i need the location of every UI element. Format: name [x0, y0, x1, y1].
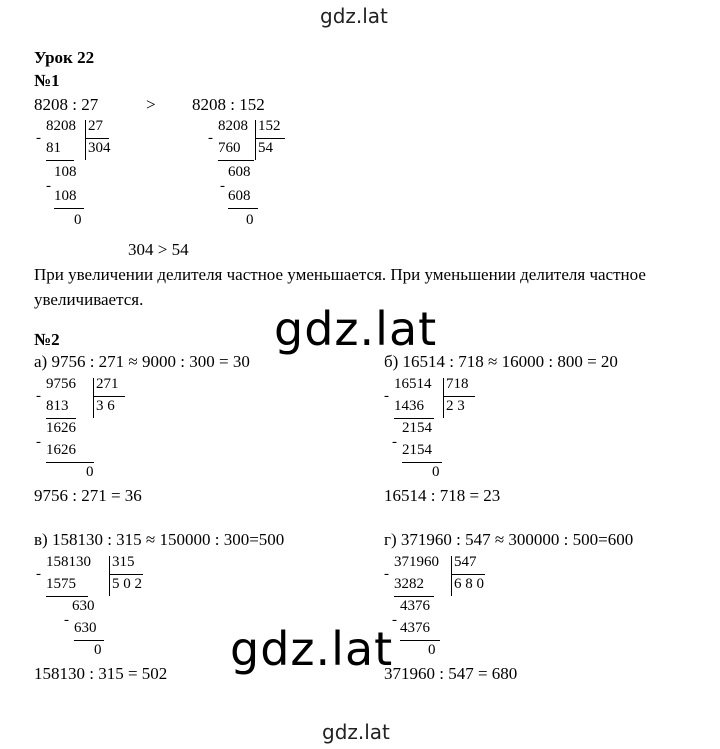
division-bracket-vertical — [93, 378, 94, 418]
minus-sign: - — [208, 130, 213, 146]
task1-compare-sign: > — [146, 95, 156, 114]
subtrahend-2: 2154 — [402, 442, 432, 458]
subtrahend-2: 630 — [74, 620, 97, 636]
subtrahend-1: 1575 — [46, 576, 76, 592]
remainder-1: 1626 — [46, 420, 76, 436]
task2b-estimate: б) 16514 : 718 ≈ 16000 : 800 = 20 — [384, 352, 618, 371]
division-bracket-horizontal — [85, 138, 109, 139]
dividend: 8208 — [46, 118, 76, 134]
underline-2 — [228, 208, 258, 209]
divisor: 271 — [96, 376, 119, 392]
result-remainder: 0 — [432, 464, 440, 480]
divisor: 152 — [258, 118, 281, 134]
result-remainder: 0 — [428, 642, 436, 658]
division-bracket-horizontal — [443, 396, 475, 397]
remainder-1: 4376 — [400, 598, 430, 614]
task1-result: 304 > 54 — [128, 240, 189, 259]
minus-sign: - — [384, 388, 389, 404]
underline-1 — [46, 596, 88, 597]
underline-2 — [400, 640, 440, 641]
task2g-answer: 371960 : 547 = 680 — [384, 664, 518, 683]
result-remainder: 0 — [246, 212, 254, 228]
dividend: 16514 — [394, 376, 432, 392]
task1-right-expression: 8208 : 152 — [192, 95, 265, 114]
quotient: 2 3 — [446, 398, 465, 414]
minus-sign: - — [36, 130, 41, 146]
subtrahend-2: 1626 — [46, 442, 76, 458]
watermark-lower: gdz.lat — [230, 622, 394, 676]
division-bracket-vertical — [85, 120, 86, 160]
subtrahend-2: 108 — [54, 188, 77, 204]
watermark-top: gdz.lat — [320, 4, 388, 28]
division-bracket-horizontal — [255, 138, 285, 139]
remainder-1: 108 — [54, 164, 77, 180]
long-division-9756-271 — [36, 376, 156, 481]
underline-1 — [46, 418, 76, 419]
subtrahend-1: 1436 — [394, 398, 424, 414]
minus-sign: - — [392, 612, 397, 628]
long-division-158130-315 — [36, 554, 166, 659]
divisor: 27 — [88, 118, 103, 134]
task1-number: №1 — [34, 71, 60, 90]
subtrahend-1: 3282 — [394, 576, 424, 592]
subtrahend-2: 4376 — [400, 620, 430, 636]
minus-sign: - — [36, 566, 41, 582]
long-division-8208-27 — [36, 118, 136, 233]
remainder-1: 2154 — [402, 420, 432, 436]
task2b-answer: 16514 : 718 = 23 — [384, 486, 501, 505]
quotient: 5 0 2 — [112, 576, 142, 592]
division-bracket-vertical — [443, 378, 444, 418]
underline-2 — [54, 208, 84, 209]
underline-1 — [394, 418, 434, 419]
subtrahend-1: 760 — [218, 140, 241, 156]
watermark-middle: gdz.lat — [274, 302, 438, 356]
result-remainder: 0 — [86, 464, 94, 480]
division-bracket-vertical — [109, 556, 110, 596]
subtrahend-1: 81 — [46, 140, 61, 156]
long-division-8208-152 — [206, 118, 316, 233]
result-remainder: 0 — [94, 642, 102, 658]
divisor: 718 — [446, 376, 469, 392]
minus-sign: - — [220, 178, 225, 194]
remainder-1: 630 — [72, 598, 95, 614]
result-remainder: 0 — [74, 212, 82, 228]
division-bracket-vertical — [255, 120, 256, 160]
quotient: 54 — [258, 140, 273, 156]
dividend: 8208 — [218, 118, 248, 134]
quotient: 304 — [88, 140, 111, 156]
underline-1 — [218, 160, 254, 161]
underline-2 — [402, 462, 442, 463]
division-bracket-horizontal — [93, 396, 125, 397]
quotient: 6 8 0 — [454, 576, 484, 592]
quotient: 3 6 — [96, 398, 115, 414]
division-bracket-vertical — [451, 556, 452, 596]
subtrahend-1: 813 — [46, 398, 69, 414]
subtrahend-2: 608 — [228, 188, 251, 204]
remainder-1: 608 — [228, 164, 251, 180]
task2v-answer: 158130 : 315 = 502 — [34, 664, 168, 683]
underline-1 — [394, 596, 434, 597]
task2g-estimate: г) 371960 : 547 ≈ 300000 : 500=600 — [384, 530, 634, 549]
minus-sign: - — [36, 434, 41, 450]
task2v-estimate: в) 158130 : 315 ≈ 150000 : 300=500 — [34, 530, 285, 549]
minus-sign: - — [384, 566, 389, 582]
watermark-bottom: gdz.lat — [322, 720, 390, 744]
underline-2 — [74, 640, 104, 641]
long-division-16514-718 — [384, 376, 504, 481]
division-bracket-horizontal — [451, 574, 485, 575]
division-bracket-horizontal — [109, 574, 143, 575]
dividend: 9756 — [46, 376, 76, 392]
task1-left-expression: 8208 : 27 — [34, 95, 99, 114]
task2-number: №2 — [34, 330, 60, 349]
lesson-title: Урок 22 — [34, 48, 95, 67]
minus-sign: - — [36, 388, 41, 404]
minus-sign: - — [392, 434, 397, 450]
task2a-answer: 9756 : 271 = 36 — [34, 486, 142, 505]
dividend: 371960 — [394, 554, 439, 570]
divisor: 547 — [454, 554, 477, 570]
dividend: 158130 — [46, 554, 91, 570]
minus-sign: - — [46, 178, 51, 194]
task2a-estimate: а) 9756 : 271 ≈ 9000 : 300 = 30 — [34, 352, 250, 371]
underline-1 — [46, 160, 74, 161]
long-division-371960-547 — [384, 554, 514, 659]
task1-conclusion: При увеличении делителя частное уменьшается. При уменьшении делителя частное увеличивается. — [34, 265, 646, 309]
divisor: 315 — [112, 554, 135, 570]
minus-sign: - — [64, 612, 69, 628]
underline-2 — [46, 462, 94, 463]
